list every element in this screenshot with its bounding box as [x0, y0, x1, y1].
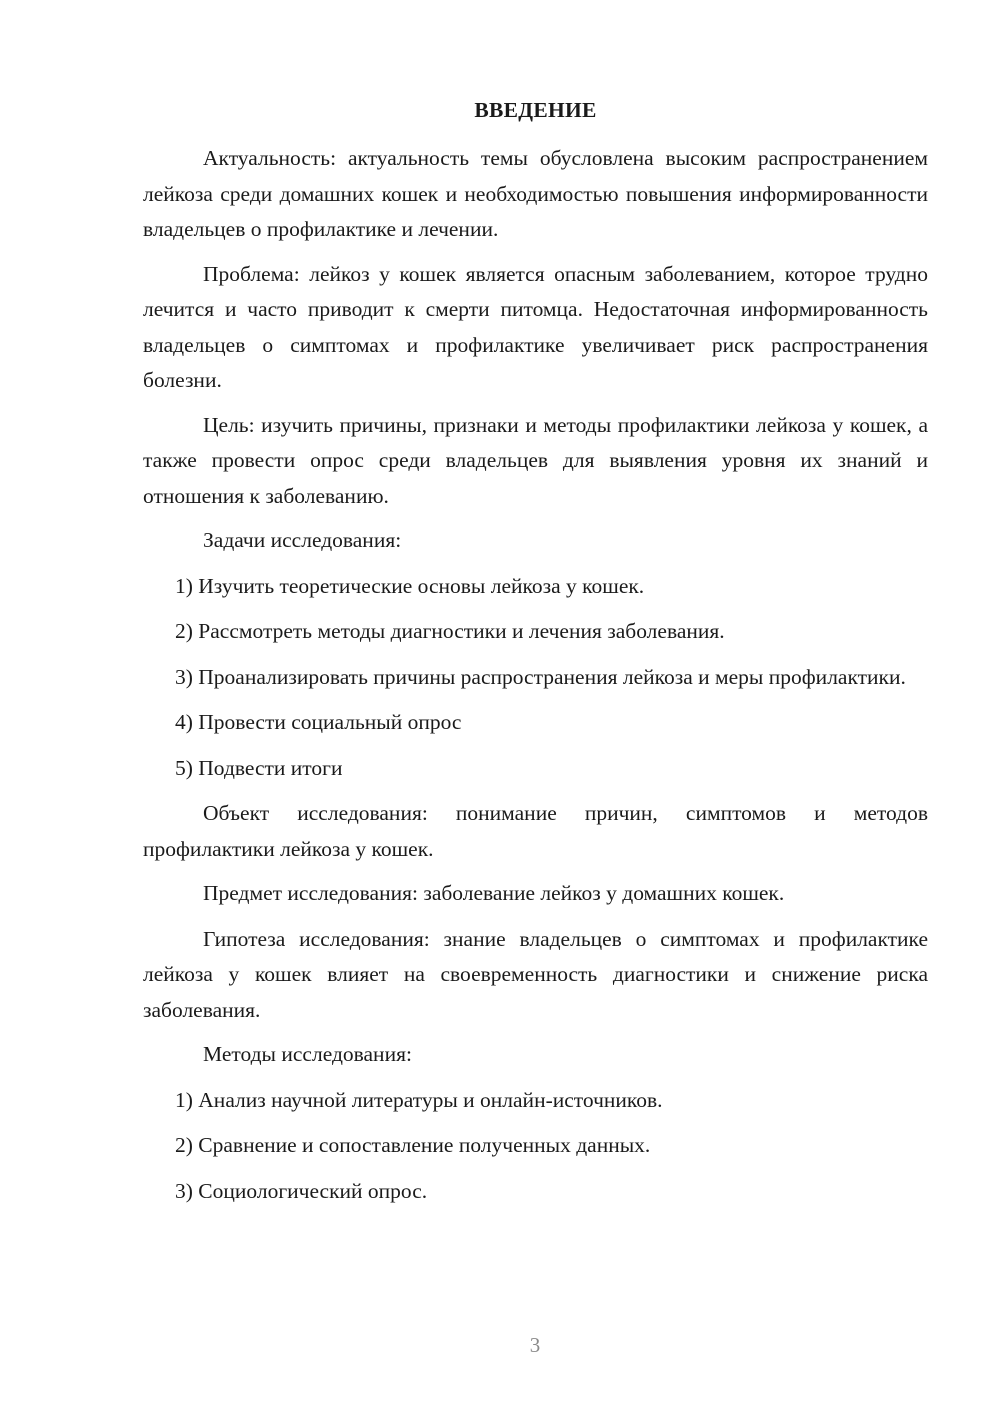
task-item: 3) Проанализировать причины распространения лейкоза и меры профилактики.	[175, 664, 906, 689]
goal-paragraph: Цель: изучить причины, признаки и методы профилактики лейкоза у кошек, а также провести опрос среди владельцев для выявления уровня их знаний и отношения к заболеванию.	[143, 412, 928, 508]
subject-paragraph: Предмет исследования: заболевание лейкоз у домашних кошек.	[203, 881, 785, 905]
object-paragraph: Объект исследования: понимание причин, симптомов и методов профилактики лейкоза у кошек.	[143, 801, 928, 861]
relevance-paragraph: Актуальность: актуальность темы обусловлена высоким распространением лейкоза среди домашних кошек и необходимостью повышения информированности владельцев о профилактике и лечении.	[143, 146, 928, 241]
problem-paragraph: Проблема: лейкоз у кошек является опасным заболеванием, которое трудно лечится и часто приводит к смерти питомца. Недостаточная информированность владельцев о симптомах и профилактике увеличивает риск распространения болезни.	[143, 261, 928, 392]
document-title: ВВЕДЕНИЕ	[474, 98, 597, 122]
hypothesis-paragraph: Гипотеза исследования: знание владельцев о симптомах и профилактике лейкоза у кошек влияет на своевременность диагностики и снижение риска заболевания.	[143, 926, 928, 1022]
document-page	[143, 96, 928, 1219]
method-item: 2) Сравнение и сопоставление полученных данных.	[175, 1133, 651, 1157]
method-item: 1) Анализ научной литературы и онлайн-источников.	[175, 1087, 663, 1112]
task-item: 1) Изучить теоретические основы лейкоза у кошек.	[175, 573, 645, 598]
tasks-heading: Задачи исследования:	[203, 528, 402, 552]
methods-heading: Методы исследования:	[203, 1042, 412, 1066]
page-number: 3	[529, 1333, 541, 1357]
task-item: 2) Рассмотреть методы диагностики и лечения заболевания.	[175, 619, 725, 643]
task-item: 4) Провести социальный опрос	[175, 710, 462, 734]
task-item: 5) Подвести итоги	[175, 755, 343, 780]
method-item: 3) Социологический опрос.	[175, 1178, 428, 1203]
